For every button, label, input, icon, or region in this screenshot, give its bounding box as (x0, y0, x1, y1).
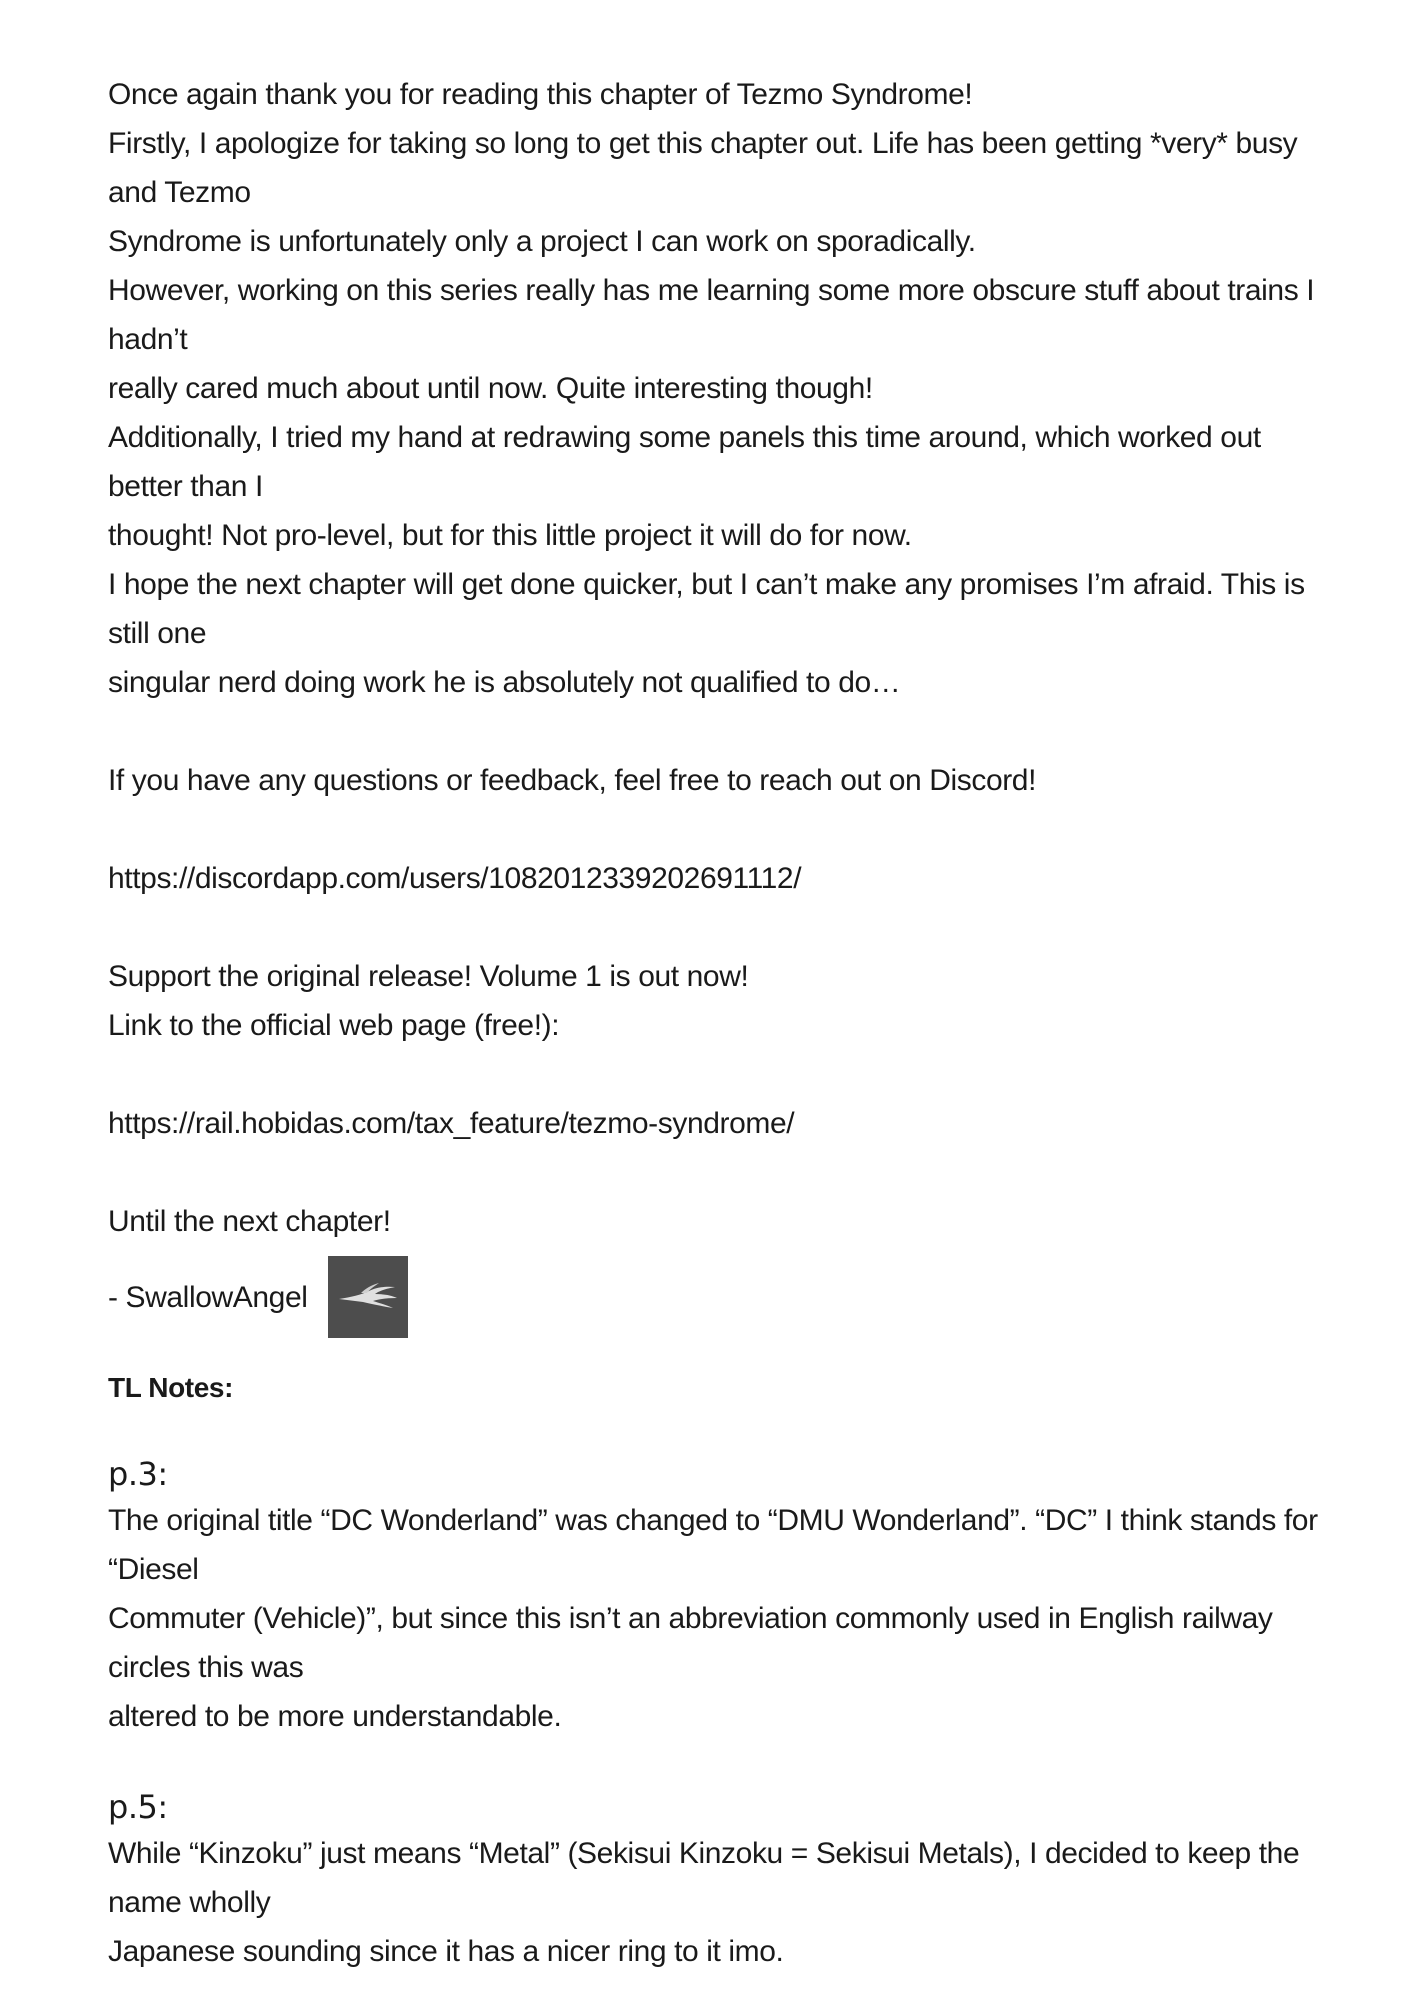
signature-text: - SwallowAngel (108, 1280, 308, 1314)
note-line: altered to be more understandable. (108, 1700, 562, 1733)
discord-link[interactable]: https://discordapp.com/users/1082012339202691112/ (108, 862, 802, 895)
note-line: Commuter (Vehicle)”, but since this isn’t an abbreviation commonly used in English railway circles this was (108, 1602, 1273, 1684)
note-line: The original title “DC Wonderland” was changed to “DMU Wonderland”. “DC” I think stands for “Diesel (108, 1504, 1318, 1586)
intro-line: Syndrome is unfortunately only a project I can work on sporadically. (108, 225, 976, 258)
intro-line: thought! Not pro-level, but for this little project it will do for now. (108, 519, 912, 552)
intro-paragraph (108, 70, 1338, 707)
note-line: Japanese sounding since it has a nicer ring to it imo. (108, 1935, 784, 1968)
note-paragraph (108, 1496, 1338, 1741)
note-line: While “Kinzoku” just means “Metal” (Sekisui Kinzoku = Sekisui Metals), I decided to keep the name wholly (108, 1837, 1300, 1919)
official-page-link[interactable]: https://rail.hobidas.com/tax_feature/tezmo-syndrome/ (108, 1107, 795, 1140)
support-line: Link to the official web page (free!): (108, 1009, 560, 1042)
intro-line: really cared much about until now. Quite interesting though! (108, 372, 873, 405)
intro-line: Once again thank you for reading this chapter of Tezmo Syndrome! (108, 78, 973, 111)
note-page-heading: p.3: (108, 1455, 168, 1493)
tl-notes-heading: TL Notes: (108, 1372, 233, 1403)
swallow-logo-icon-graphic (335, 1277, 401, 1317)
support-paragraph (108, 952, 1338, 1050)
closing-text: Until the next chapter! (108, 1205, 391, 1238)
note-page-heading: p.5: (108, 1788, 168, 1826)
note-paragraph (108, 1829, 1338, 1976)
signature (108, 1256, 1338, 1338)
intro-line: I hope the next chapter will get done quicker, but I can’t make any promises I’m afraid. This is still one (108, 568, 1305, 650)
intro-line: singular nerd doing work he is absolutely not qualified to do… (108, 666, 901, 699)
intro-line: However, working on this series really has me learning some more obscure stuff about trains I hadn’t (108, 274, 1315, 356)
support-line: Support the original release! Volume 1 is out now! (108, 960, 749, 993)
swallow-logo-icon (328, 1256, 408, 1338)
feedback-text: If you have any questions or feedback, feel free to reach out on Discord! (108, 764, 1037, 797)
intro-line: Additionally, I tried my hand at redrawing some panels this time around, which worked out better than I (108, 421, 1261, 503)
intro-line: Firstly, I apologize for taking so long to get this chapter out. Life has been getting *very* busy and Tezmo (108, 127, 1298, 209)
document-body (108, 70, 1338, 1976)
